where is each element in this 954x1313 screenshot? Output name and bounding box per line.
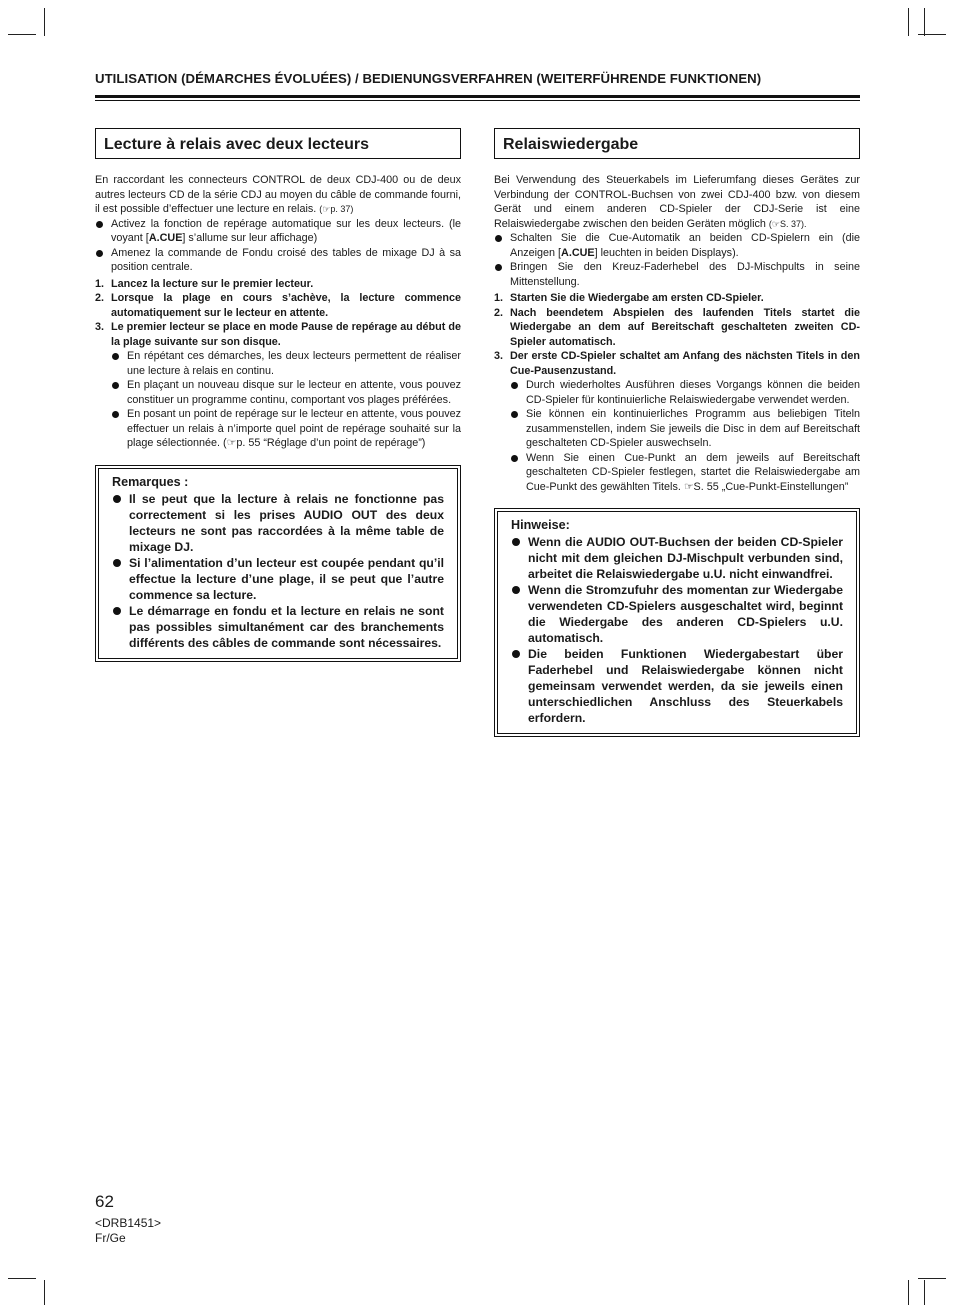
header-rule-thin bbox=[95, 100, 860, 101]
note-item: Il se peut que la lecture à relais ne fonctionne pas correctement si les prises AUDIO OUT des deux lecteurs ne sont pas raccordées à la même table de mixage DJ. bbox=[112, 491, 444, 555]
german-sub-list bbox=[510, 378, 860, 494]
german-intro: Bei Verwendung des Steuerkabels im Lieferumfang dieses Gerätes zur Verbindung der CONTROL-Buchsen von zwei CDJ-400 bzw. von diesem Gerät und einem anderen CD-Spieler der CDJ-Serie ist eine Relaiswiedergabe zwischen den beiden Geräten möglich (☞S. 37). bbox=[494, 174, 860, 230]
french-section-title: Lecture à relais avec deux lecteurs bbox=[95, 128, 461, 159]
german-section-title: Relaiswiedergabe bbox=[494, 128, 860, 159]
note-item: Wenn die AUDIO OUT-Buchsen der beiden CD-Spieler nicht mit dem gleichen DJ-Mischpult verbunden sind, arbeitet die Relaiswiedergabe u.U. nicht einwandfrei. bbox=[511, 534, 843, 582]
note-item: Wenn die Stromzufuhr des momentan zur Wiedergabe verwendeten CD-Spielers ausgeschaltet wird, beginnt die Wiedergabe des anderen CD-Spielers u.U. automatisch. bbox=[511, 582, 843, 646]
crop-mark bbox=[8, 1278, 36, 1279]
french-prereq-list bbox=[95, 217, 461, 275]
note-item: Le démarrage en fondu et la lecture en relais ne sont pas possibles simultanément car des branchements différents des câbles de commande sont nécessaires. bbox=[112, 603, 444, 651]
note-item: Die beiden Funktionen Wiedergabestart über Faderhebel und Relaiswiedergabe können nicht gemeinsam verwendet werden, da sie jeweils einen unterschiedlichen Anschluss des Steuerkabels erfordern. bbox=[511, 646, 843, 726]
list-item: Activez la fonction de repérage automatique sur les deux lecteurs. (le voyant [A.CUE] s’allume sur leur affichage) bbox=[95, 217, 461, 246]
list-item: Sie können ein kontinuierliches Programm aus beliebigen Titeln zusammenstellen, indem Sie jeweils die Disc in dem auf Bereitschaft geschalteten CD-Spieler auswechseln. bbox=[510, 407, 860, 451]
list-item: En plaçant un nouveau disque sur le lecteur en attente, vous pouvez constituer un programme continu, comportant vos plages préférées. bbox=[111, 378, 461, 407]
german-steps bbox=[494, 291, 860, 494]
crop-mark bbox=[44, 8, 45, 36]
list-item: Durch wiederholtes Ausführen dieses Vorgangs können die beiden CD-Spieler für kontinuierliche Relaiswiedergabe verwendet werden. bbox=[510, 378, 860, 407]
french-notes-title: Remarques : bbox=[112, 474, 189, 489]
list-item: En posant un point de repérage sur le lecteur en attente, vous pouvez effectuer un relais à n’importe quel point de repérage souhaité sur la plage sélectionnée. (☞p. 55 “Réglage d’un point de repérage”) bbox=[111, 407, 461, 451]
list-item: En répétant ces démarches, les deux lecteurs permettent de réaliser une lecture à relais en continu. bbox=[111, 349, 461, 378]
crop-mark bbox=[908, 8, 909, 36]
step-item: 1. Starten Sie die Wiedergabe am ersten CD-Spieler. bbox=[494, 292, 764, 304]
french-steps bbox=[95, 277, 461, 451]
crop-mark bbox=[918, 1278, 946, 1279]
list-item: Bringen Sie den Kreuz-Faderhebel des DJ-Mischpults in seine Mittenstellung. bbox=[494, 260, 860, 289]
german-column bbox=[494, 128, 860, 737]
german-prereq-list bbox=[494, 231, 860, 289]
crop-mark bbox=[44, 1280, 45, 1305]
crop-mark bbox=[924, 1280, 925, 1305]
french-intro: En raccordant les connecteurs CONTROL de deux CDJ-400 ou de deux autres lecteurs CD de la série CDJ au moyen du câble de commande fourni, il est possible d’effectuer une lecture en relais. (☞p. 37) bbox=[95, 174, 461, 215]
crop-mark bbox=[8, 34, 36, 35]
crop-mark bbox=[908, 1280, 909, 1305]
german-notes-title: Hinweise: bbox=[511, 518, 570, 532]
list-item: Wenn Sie einen Cue-Punkt an dem jeweils auf Bereitschaft geschalteten CD-Spieler festlegen, startet die Relaiswiedergabe am Cue-Punkt des gewählten Titels. ☞S. 55 „Cue-Punkt-Einstellungen” bbox=[510, 451, 860, 495]
step-item: 3. Le premier lecteur se place en mode Pause de repérage au début de la plage suivante sur son disque. En répétant ces démarches, les deux lecteurs permettent de réaliser une lecture à relais en continu. En plaçant un nouveau disque sur le lecteur en attente, vous pouvez constituer un programme continu, comportant vos plages préférées. En posant un point de repérage sur le lecteur en attente, vous pouvez effectuer un relais à n’importe quel point de repérage souhaité sur la plage sélectionnée. (☞p. 55 “Réglage d’un point de repérage”) bbox=[95, 321, 461, 449]
note-item: Si l’alimentation d’un lecteur est coupée pendant qu’il effectue la lecture d’une plage, il se peut que l’autre commence sa lecture. bbox=[112, 555, 444, 603]
header-rule-thick bbox=[95, 95, 860, 98]
french-column bbox=[95, 128, 461, 662]
page-number: 62 bbox=[95, 1192, 114, 1211]
step-item: 3. Der erste CD-Spieler schaltet am Anfang des nächsten Titels in den Cue-Pausenzustand. Durch wiederholtes Ausführen dieses Vorgangs können die beiden CD-Spieler für kontinuierliche Relaiswiedergabe verwendet werden. Sie können ein kontinuierliches Programm aus beliebigen Titeln zusammenstellen, indem Sie jeweils die Disc in dem auf Bereitschaft geschalteten CD-Spieler auswechseln. Wenn Sie einen Cue-Punkt an dem jeweils auf Bereitschaft geschalteten CD-Spieler festlegen, startet die Relaiswiedergabe am Cue-Punkt des gewählten Titels. ☞S. 55 „Cue-Punkt-Einstellungen” bbox=[494, 350, 860, 493]
list-item: Amenez la commande de Fondu croisé des tables de mixage DJ à sa position centrale. bbox=[95, 246, 461, 275]
step-item: 2. Lorsque la plage en cours s’achève, la lecture commence automatiquement sur le lecteur en attente. bbox=[95, 292, 461, 319]
crop-mark bbox=[924, 8, 925, 36]
step-item: 2. Nach beendetem Abspielen des laufenden Titels startet die Wiedergabe an dem auf Bereitschaft geschalteten zweiten CD-Spieler automatisch. bbox=[494, 306, 860, 348]
german-notes-box bbox=[494, 508, 860, 737]
french-sub-list bbox=[111, 349, 461, 451]
crop-mark bbox=[918, 34, 946, 35]
list-item: Schalten Sie die Cue-Automatik an beiden CD-Spielern ein (die Anzeigen [A.CUE] leuchten in beiden Displays). bbox=[494, 231, 860, 260]
french-intro-ref: (☞p. 37) bbox=[319, 204, 354, 214]
step-item: 1. Lancez la lecture sur le premier lecteur. bbox=[95, 277, 314, 290]
german-intro-ref: (☞S. 37). bbox=[768, 218, 807, 229]
page-header: UTILISATION (DÉMARCHES ÉVOLUÉES) / BEDIENUNGSVERFAHREN (WEITERFÜHRENDE FUNKTIONEN) bbox=[95, 71, 762, 86]
french-notes-box bbox=[95, 465, 461, 662]
document-code: <DRB1451> Fr/Ge bbox=[95, 1216, 162, 1245]
